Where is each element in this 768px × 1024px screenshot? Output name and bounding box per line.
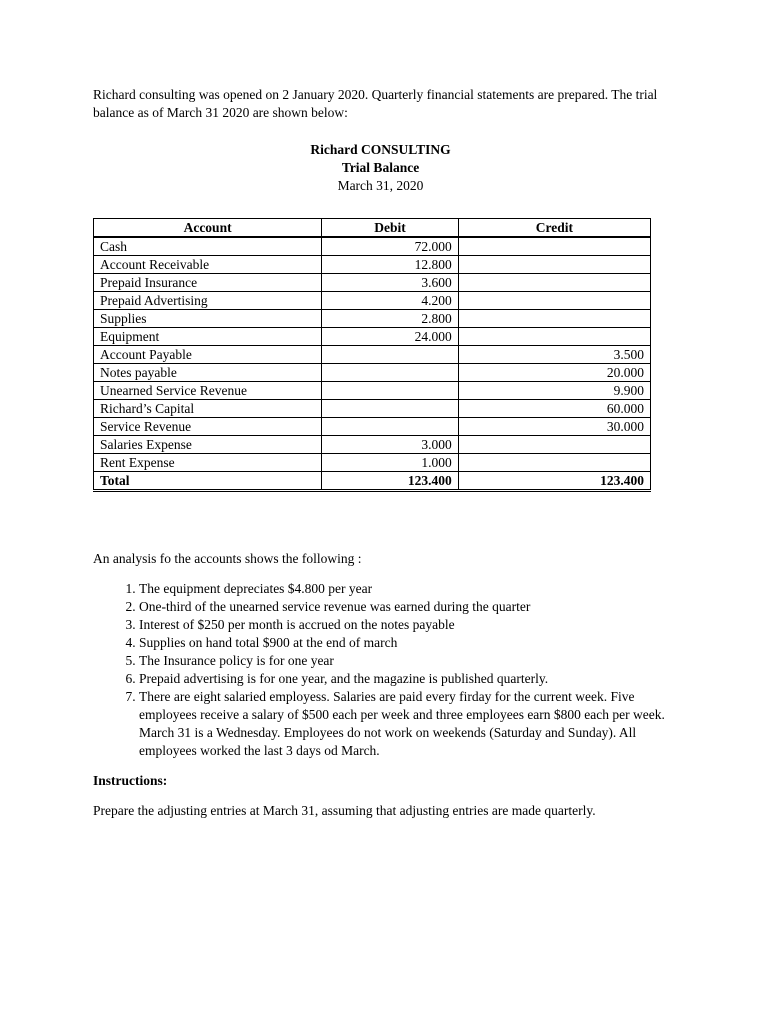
- table-row: [94, 454, 651, 472]
- table-header-row: [94, 219, 651, 238]
- cell-debit: [322, 382, 459, 400]
- cell-account: Equipment: [94, 328, 322, 346]
- cell-credit: 20.000: [458, 364, 650, 382]
- cell-credit: 9.900: [458, 382, 650, 400]
- table-row: [94, 256, 651, 274]
- table-body: [94, 237, 651, 491]
- table-row: [94, 292, 651, 310]
- cell-account: Rent Expense: [94, 454, 322, 472]
- header-account: Account: [94, 219, 322, 238]
- company-name: Richard CONSULTING: [310, 142, 451, 157]
- table-row: [94, 237, 651, 256]
- cell-debit: [322, 346, 459, 364]
- total-label: Total: [94, 472, 322, 491]
- cell-credit: [458, 237, 650, 256]
- cell-credit: [458, 292, 650, 310]
- document-page: [93, 86, 668, 820]
- analysis-item: 2. One-third of the unearned service revenue was earned during the quarter: [139, 598, 668, 616]
- cell-credit: 30.000: [458, 418, 650, 436]
- cell-account: Notes payable: [94, 364, 322, 382]
- cell-account: Unearned Service Revenue: [94, 382, 322, 400]
- table-row: [94, 346, 651, 364]
- cell-debit: 1.000: [322, 454, 459, 472]
- table-row: [94, 364, 651, 382]
- table-row: [94, 382, 651, 400]
- cell-credit: [458, 256, 650, 274]
- analysis-item: 6. Prepaid advertising is for one year, and the magazine is published quarterly.: [139, 670, 668, 688]
- cell-account: Account Payable: [94, 346, 322, 364]
- table-row: [94, 274, 651, 292]
- cell-debit: 2.800: [322, 310, 459, 328]
- cell-debit: [322, 400, 459, 418]
- table-row: [94, 310, 651, 328]
- instructions-title: Instructions:: [93, 773, 168, 788]
- cell-debit: 12.800: [322, 256, 459, 274]
- trial-balance-heading: [93, 141, 668, 195]
- cell-account: Cash: [94, 237, 322, 256]
- table-row: [94, 400, 651, 418]
- cell-account: Prepaid Insurance: [94, 274, 322, 292]
- cell-credit: 3.500: [458, 346, 650, 364]
- header-debit: Debit: [322, 219, 459, 238]
- cell-debit: 3.000: [322, 436, 459, 454]
- analysis-item: 7. There are eight salaried employess. Salaries are paid every firday for the current week. Five employees receive a salary of $500 each per week and three employees earn $800 each per week. March 31 is a Wednesday. Employees do not work on weekends (Saturday and Sunday). All employees worked the last 3 days od March.: [139, 688, 668, 760]
- statement-date: March 31, 2020: [337, 178, 424, 193]
- cell-debit: [322, 364, 459, 382]
- analysis-item: 3. Interest of $250 per month is accrued on the notes payable: [139, 616, 668, 634]
- total-row: [94, 472, 651, 491]
- cell-account: Prepaid Advertising: [94, 292, 322, 310]
- statement-title: Trial Balance: [341, 160, 420, 175]
- cell-debit: 24.000: [322, 328, 459, 346]
- analysis-item: 5. The Insurance policy is for one year: [139, 652, 668, 670]
- cell-account: Account Receivable: [94, 256, 322, 274]
- cell-account: Service Revenue: [94, 418, 322, 436]
- cell-credit: [458, 436, 650, 454]
- analysis-item: 1. The equipment depreciates $4.800 per year: [139, 580, 668, 598]
- table-row: [94, 328, 651, 346]
- analysis-item: 4. Supplies on hand total $900 at the end of march: [139, 634, 668, 652]
- cell-debit: [322, 418, 459, 436]
- instructions-text: Prepare the adjusting entries at March 31, assuming that adjusting entries are made quarterly.: [93, 803, 596, 818]
- cell-account: Richard’s Capital: [94, 400, 322, 418]
- cell-credit: [458, 310, 650, 328]
- cell-debit: 72.000: [322, 237, 459, 256]
- total-debit: 123.400: [322, 472, 459, 491]
- analysis-list: [93, 580, 668, 760]
- header-credit: Credit: [458, 219, 650, 238]
- analysis-lead: An analysis fo the accounts shows the following :: [93, 551, 362, 566]
- cell-credit: 60.000: [458, 400, 650, 418]
- cell-debit: 4.200: [322, 292, 459, 310]
- cell-account: Supplies: [94, 310, 322, 328]
- cell-credit: [458, 328, 650, 346]
- cell-credit: [458, 454, 650, 472]
- total-credit: 123.400: [458, 472, 650, 491]
- trial-balance-table: [93, 218, 651, 492]
- table-row: [94, 418, 651, 436]
- cell-credit: [458, 274, 650, 292]
- cell-debit: 3.600: [322, 274, 459, 292]
- table-row: [94, 436, 651, 454]
- cell-account: Salaries Expense: [94, 436, 322, 454]
- intro-paragraph: Richard consulting was opened on 2 January 2020. Quarterly financial statements are prepared. The trial balance as of March 31 2020 are shown below:: [93, 87, 658, 120]
